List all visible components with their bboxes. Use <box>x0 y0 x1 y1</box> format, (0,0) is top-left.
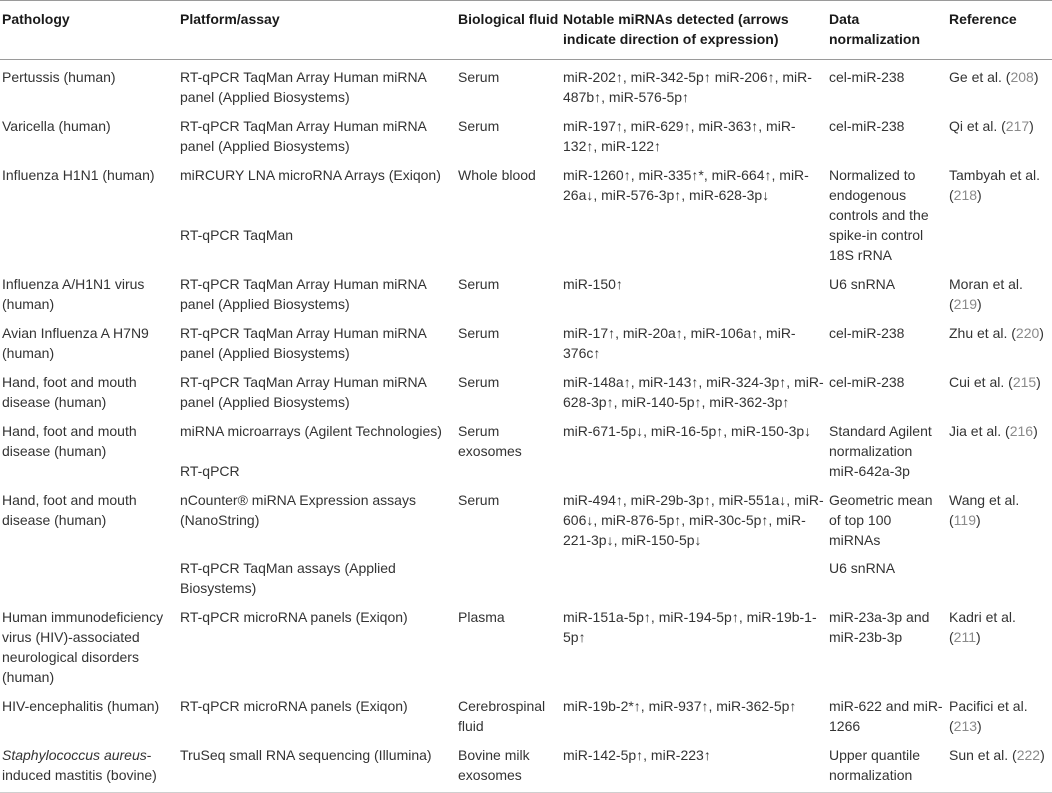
cell-pathology: Influenza A/H1N1 virus (human) <box>2 276 145 312</box>
cell-normalization: cel-miR-238 <box>829 69 905 85</box>
table-row <box>0 316 1052 365</box>
cell-mirnas: miR-17↑, miR-20a↑, miR-106a↑, miR-376c↑ <box>563 325 796 361</box>
cell-fluid: Serum <box>458 276 500 292</box>
ref-text: Ge et al. ( <box>949 69 1011 85</box>
cell-normalization: Normalized to endogenous controls and the spike-in control 18S rRNA <box>829 167 929 263</box>
cell-platform: RT-qPCR TaqMan Array Human miRNA panel (Applied Biosystems) <box>180 276 427 312</box>
cell-platform: RT-qPCR TaqMan Array Human miRNA panel (Applied Biosystems) <box>180 374 427 410</box>
ref-close: ) <box>977 187 982 203</box>
ref-text: Jia et al. ( <box>949 423 1010 439</box>
ref-close: ) <box>976 629 981 645</box>
ref-link[interactable]: 216 <box>1009 423 1034 439</box>
header-normalization: Data normalization <box>829 1 949 60</box>
cell-pathology <box>0 738 180 793</box>
ref-link[interactable]: 217 <box>1005 118 1030 134</box>
cell-reference <box>949 365 1052 414</box>
ref-close: ) <box>1033 423 1038 439</box>
platform-primary: nCounter® miRNA Expression assays (NanoString) <box>180 492 416 528</box>
ref-close: ) <box>1036 374 1041 390</box>
cell-fluid: Plasma <box>458 609 505 625</box>
ref-close: ) <box>1040 747 1045 763</box>
table-row <box>0 689 1052 738</box>
ref-link[interactable]: 208 <box>1010 69 1034 85</box>
ref-link[interactable]: 218 <box>953 187 978 203</box>
ref-text: Moran et al. ( <box>949 276 1023 312</box>
cell-mirnas: miR-671-5p↓, miR-16-5p↑, miR-150-3p↓ <box>563 423 812 439</box>
spacer <box>180 185 454 225</box>
cell-platform: RT-qPCR TaqMan Array Human miRNA panel (Applied Biosystems) <box>180 325 427 361</box>
cell-mirnas: miR-197↑, miR-629↑, miR-363↑, miR-132↑, miR-122↑ <box>563 118 796 154</box>
ref-text: Sun et al. ( <box>949 747 1017 763</box>
ref-text: Wang et al. ( <box>949 492 1020 528</box>
cell-mirnas: miR-19b-2*↑, miR-937↑, miR-362-5p↑ <box>563 698 797 714</box>
cell-fluid: Serum <box>458 69 500 85</box>
normalization-secondary: U6 snRNA <box>829 560 896 576</box>
cell-pathology: Hand, foot and mouth disease (human) <box>2 423 137 459</box>
ref-text: Cui et al. ( <box>949 374 1013 390</box>
table-row <box>0 158 1052 267</box>
pathology-italic: Staphylococcus aureus <box>2 747 147 763</box>
cell-reference <box>949 689 1052 738</box>
header-row <box>0 1 1052 60</box>
cell-fluid: Serum <box>458 325 500 341</box>
cell-platform <box>180 483 458 600</box>
cell-reference <box>949 60 1052 110</box>
ref-link[interactable]: 119 <box>953 512 976 528</box>
table-row <box>0 109 1052 158</box>
header-pathology: Pathology <box>0 1 180 60</box>
cell-pathology: Pertussis (human) <box>2 69 116 85</box>
cell-normalization: cel-miR-238 <box>829 325 905 341</box>
cell-mirnas: miR-142-5p↑, miR-223↑ <box>563 738 829 793</box>
cell-reference <box>949 738 1052 793</box>
cell-normalization <box>829 414 949 483</box>
normalization-secondary: miR-642a-3p <box>829 463 910 479</box>
cell-pathology: Hand, foot and mouth disease (human) <box>2 492 137 528</box>
cell-fluid: Serum <box>458 492 500 508</box>
spacer <box>180 441 454 461</box>
table-row <box>0 600 1052 689</box>
cell-normalization: miR-622 and miR-1266 <box>829 698 943 734</box>
cell-reference <box>949 158 1052 267</box>
spacer <box>180 530 454 558</box>
cell-fluid: Bovine milk exosomes <box>458 738 563 793</box>
ref-close: ) <box>1033 69 1039 85</box>
cell-normalization: U6 snRNA <box>829 276 896 292</box>
cell-normalization: cel-miR-238 <box>829 118 905 134</box>
normalization-primary: Geometric mean of top 100 miRNAs <box>829 492 933 548</box>
header-fluid: Biological fluid <box>458 1 563 60</box>
header-platform: Platform/assay <box>180 1 458 60</box>
cell-fluid: Serum <box>458 374 500 390</box>
cell-normalization: cel-miR-238 <box>829 374 905 390</box>
normalization-primary: Standard Agilent normalization <box>829 423 932 459</box>
cell-normalization: miR-23a-3p and miR-23b-3p <box>829 609 930 645</box>
cell-fluid: Serum exosomes <box>458 423 522 459</box>
platform-primary: miRNA microarrays (Agilent Technologies) <box>180 423 442 439</box>
cell-platform: TruSeq small RNA sequencing (Illumina) <box>180 738 458 793</box>
cell-reference <box>949 483 1052 600</box>
pathology-rest: -induced mastitis (bovine) <box>2 747 157 783</box>
ref-text: Zhu et al. ( <box>949 325 1016 341</box>
ref-text: Pacifici et al. ( <box>949 698 1028 734</box>
table-row <box>0 483 1052 600</box>
platform-secondary: RT-qPCR <box>180 463 240 479</box>
platform-secondary: RT-qPCR TaqMan <box>180 227 294 243</box>
spacer <box>829 550 945 558</box>
ref-link[interactable]: 213 <box>953 718 978 734</box>
table-row <box>0 414 1052 483</box>
ref-close: ) <box>1039 325 1044 341</box>
ref-link[interactable]: 219 <box>953 296 978 312</box>
cell-reference <box>949 316 1052 365</box>
cell-platform: RT-qPCR TaqMan Array Human miRNA panel (Applied Biosystems) <box>180 69 427 105</box>
header-mirnas: Notable miRNAs detected (arrows indicate direction of expression) <box>563 1 829 60</box>
ref-text: Kadri et al. ( <box>949 609 1016 645</box>
cell-platform: RT-qPCR microRNA panels (Exiqon) <box>180 698 408 714</box>
cell-mirnas: miR-1260↑, miR-335↑*, miR-664↑, miR-26a↓, miR-576-3p↑, miR-628-3p↓ <box>563 167 809 203</box>
ref-close: ) <box>977 296 982 312</box>
cell-pathology: Human immunodeficiency virus (HIV)-associated neurological disorders (human) <box>2 609 164 685</box>
table-row <box>0 267 1052 316</box>
ref-link[interactable]: 215 <box>1012 374 1037 390</box>
cell-pathology: Influenza H1N1 (human) <box>2 167 155 183</box>
cell-mirnas: miR-150↑ <box>563 276 623 292</box>
cell-reference <box>949 109 1052 158</box>
platform-primary: miRCURY LNA microRNA Arrays (Exiqon) <box>180 167 441 183</box>
ref-link[interactable]: 222 <box>1016 747 1041 763</box>
cell-normalization: Upper quantile normalization <box>829 738 949 793</box>
cell-mirnas: miR-148a↑, miR-143↑, miR-324-3p↑, miR-628-3p↑, miR-140-5p↑, miR-362-3p↑ <box>563 374 824 410</box>
cell-pathology: HIV-encephalitis (human) <box>2 698 160 714</box>
cell-mirnas: miR-494↑, miR-29b-3p↑, miR-551a↓, miR-606↓, miR-876-5p↑, miR-30c-5p↑, miR-221-3p↓, miR-150-5p↓ <box>563 492 824 548</box>
cell-pathology: Varicella (human) <box>2 118 111 134</box>
ref-link[interactable]: 220 <box>1015 325 1040 341</box>
cell-mirnas: miR-151a-5p↑, miR-194-5p↑, miR-19b-1-5p↑ <box>563 609 817 645</box>
cell-pathology: Hand, foot and mouth disease (human) <box>2 374 137 410</box>
cell-normalization <box>829 483 949 600</box>
cell-platform: RT-qPCR TaqMan Array Human miRNA panel (Applied Biosystems) <box>180 118 427 154</box>
cell-reference <box>949 600 1052 689</box>
cell-reference <box>949 414 1052 483</box>
ref-close: ) <box>977 718 982 734</box>
cell-fluid: Serum <box>458 118 500 134</box>
cell-platform <box>180 158 458 267</box>
cell-pathology: Avian Influenza A H7N9 (human) <box>2 325 149 361</box>
cell-fluid: Cerebrospinal fluid <box>458 698 546 734</box>
header-reference: Reference <box>949 1 1052 60</box>
platform-secondary: RT-qPCR TaqMan assays (Applied Biosystems) <box>180 560 396 596</box>
ref-text: Tambyah et al. ( <box>949 167 1041 203</box>
cell-platform: RT-qPCR microRNA panels (Exiqon) <box>180 609 408 625</box>
ref-close: ) <box>1029 118 1034 134</box>
ref-text: Qi et al. ( <box>949 118 1006 134</box>
cell-reference <box>949 267 1052 316</box>
table-row <box>0 365 1052 414</box>
table-row <box>0 738 1052 793</box>
cell-fluid: Whole blood <box>458 167 536 183</box>
cell-platform <box>180 414 458 483</box>
cell-mirnas: miR-202↑, miR-342-5p↑ miR-206↑, miR-487b↑, miR-576-5p↑ <box>563 69 812 105</box>
ref-close: ) <box>976 512 981 528</box>
table-row <box>0 60 1052 110</box>
ref-link[interactable]: 211 <box>953 629 976 645</box>
